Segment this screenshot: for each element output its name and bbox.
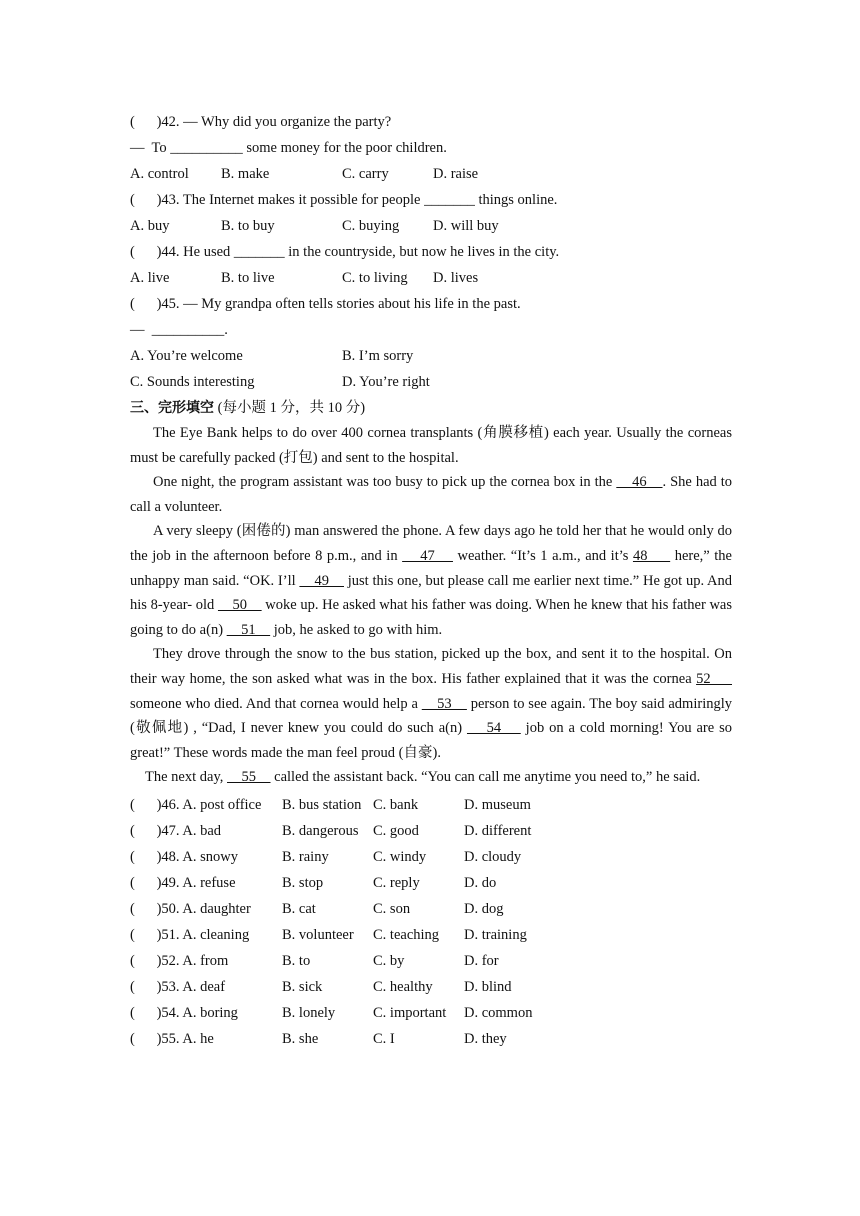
option-c: C. teaching xyxy=(373,926,440,943)
option-a: A. You’re welcome xyxy=(130,348,243,364)
blank-49: 49 xyxy=(299,572,344,589)
text: just this one, but please call me earlier next time.” He got up. And his 8-year- old xyxy=(130,572,733,614)
text: job on a cold morning! You are so great!” These words made the man feel proud (自豪). xyxy=(130,720,732,761)
cloze-item-52 xyxy=(130,948,732,974)
option-c: C. I xyxy=(373,1030,395,1047)
cloze-item-55 xyxy=(130,1026,732,1052)
question-42-options xyxy=(130,161,732,187)
option-d: D. museum xyxy=(464,796,531,813)
blank-47: 47 xyxy=(402,547,453,564)
text: They drove through the snow to the bus station, picked up the box, and sent it to the hospital. On their way home, the son asked what was in the box. His father explained that it was the cornea xyxy=(130,646,732,687)
section-title: 三、完形填空 xyxy=(130,400,214,416)
cloze-question: ( )53. A. deaf xyxy=(130,978,226,995)
text: A very sleepy (困倦的) man answered the phone. A few days ago he told her that he would only do the job in the afternoon before 8 p.m., and in xyxy=(130,523,732,564)
option-c: C. by xyxy=(373,952,405,969)
blank-54: 54 xyxy=(466,720,521,737)
option-c: C. carry xyxy=(342,166,389,182)
question-45-stem: ( )45. — My grandpa often tells stories about his life in the past. xyxy=(130,296,521,312)
cloze-item-53 xyxy=(130,974,732,1000)
option-d: D. do xyxy=(464,874,497,891)
cloze-question: ( )46. A. post office xyxy=(130,796,262,813)
option-b: B. dangerous xyxy=(282,822,359,839)
text: person to see again. The boy said admiringly (敬佩地) , “Dad, I never knew you could do such a(n) xyxy=(130,695,733,737)
option-a: A. control xyxy=(130,166,189,182)
cloze-question: ( )51. A. cleaning xyxy=(130,926,250,943)
option-c: C. important xyxy=(373,1004,447,1021)
question-42-stem: ( )42. — Why did you organize the party? xyxy=(130,114,392,130)
question-45-answer-line: — __________. xyxy=(130,322,228,338)
option-b: B. rainy xyxy=(282,848,329,865)
cloze-item-50 xyxy=(130,896,732,922)
blank-51: 51 xyxy=(226,621,271,638)
option-b: B. bus station xyxy=(282,796,362,813)
text: job, he asked to go with him. xyxy=(270,621,443,638)
question-42-answer-line: — To __________ some money for the poor children. xyxy=(130,140,447,156)
option-b: B. stop xyxy=(282,874,324,891)
cloze-question: ( )47. A. bad xyxy=(130,822,222,839)
option-a: A. live xyxy=(130,270,170,286)
option-c: C. windy xyxy=(373,848,427,865)
cloze-question: ( )48. A. snowy xyxy=(130,848,238,865)
cloze-item-47 xyxy=(130,818,732,844)
option-b: B. volunteer xyxy=(282,926,354,943)
passage-paragraph-1: The Eye Bank helps to do over 400 cornea transplants (角膜移植) each year. Usually the corneas must be carefully packed (打包) and sent to the hospital. xyxy=(130,425,732,466)
question-45-options-row2 xyxy=(130,369,732,395)
blank-52: 52 xyxy=(696,670,732,687)
option-b: B. I’m sorry xyxy=(342,348,414,364)
cloze-item-51 xyxy=(130,922,732,948)
text: called the assistant back. “You can call me anytime you need to,” he said. xyxy=(270,769,701,786)
option-b: B. to buy xyxy=(221,218,275,234)
option-d: D. common xyxy=(464,1004,533,1021)
cloze-question: ( )50. A. daughter xyxy=(130,900,251,917)
blank-50: 50 xyxy=(217,597,262,614)
cloze-passage xyxy=(130,421,732,790)
text: weather. “It’s 1 a.m., and it’s xyxy=(452,547,633,564)
passage-paragraph-5 xyxy=(130,765,732,790)
question-43-stem: ( )43. The Internet makes it possible for people _______ things online. xyxy=(130,192,558,208)
option-d: D. for xyxy=(464,952,499,969)
cloze-question: ( )49. A. refuse xyxy=(130,874,236,891)
cloze-options xyxy=(130,792,732,1052)
passage-paragraph-3 xyxy=(130,519,732,642)
option-c: C. Sounds interesting xyxy=(130,374,255,390)
option-d: D. blind xyxy=(464,978,512,995)
text: The next day, xyxy=(145,769,228,786)
blank-53: 53 xyxy=(421,695,467,712)
option-c: C. to living xyxy=(342,270,408,286)
text: here,” the unhappy man said. “OK. I’ll xyxy=(130,547,732,589)
option-b: B. sick xyxy=(282,978,323,995)
option-c: C. bank xyxy=(373,796,419,813)
cloze-question: ( )52. A. from xyxy=(130,952,229,969)
option-b: B. to xyxy=(282,952,311,969)
text: One night, the program assistant was too busy to pick up the cornea box in the xyxy=(153,474,617,491)
option-b: B. make xyxy=(221,166,270,182)
option-c: C. reply xyxy=(373,874,420,891)
section-score: (每小题 1 分，共 10 分) xyxy=(214,400,366,416)
passage-paragraph-2 xyxy=(130,470,732,519)
option-c: C. son xyxy=(373,900,411,917)
option-b: B. cat xyxy=(282,900,316,917)
option-b: B. lonely xyxy=(282,1004,336,1021)
exam-page xyxy=(130,109,732,1052)
option-d: D. training xyxy=(464,926,527,943)
option-d: D. lives xyxy=(433,270,479,286)
option-d: D. dog xyxy=(464,900,504,917)
option-d: D. You’re right xyxy=(342,374,430,390)
option-d: D. cloudy xyxy=(464,848,522,865)
text: someone who died. And that cornea would help a xyxy=(130,695,422,712)
blank-46: 46 xyxy=(616,474,663,491)
question-44-options xyxy=(130,265,732,291)
cloze-question: ( )54. A. boring xyxy=(130,1004,238,1021)
option-d: D. raise xyxy=(433,166,479,182)
option-c: C. buying xyxy=(342,218,400,234)
cloze-item-48 xyxy=(130,844,732,870)
blank-55: 55 xyxy=(227,769,271,786)
option-b: B. to live xyxy=(221,270,275,286)
option-c: C. good xyxy=(373,822,419,839)
cloze-item-54 xyxy=(130,1000,732,1026)
option-d: D. they xyxy=(464,1030,507,1047)
question-45-options-row1 xyxy=(130,343,732,369)
section-heading xyxy=(130,395,732,421)
option-d: D. different xyxy=(464,822,532,839)
cloze-item-49 xyxy=(130,870,732,896)
blank-48: 48 xyxy=(632,547,671,564)
option-d: D. will buy xyxy=(433,218,499,234)
question-43-options xyxy=(130,213,732,239)
option-c: C. healthy xyxy=(373,978,433,995)
text: . She had to call a volunteer. xyxy=(130,474,732,515)
option-b: B. she xyxy=(282,1030,319,1047)
passage-paragraph-4 xyxy=(130,642,732,765)
text: woke up. He asked what his father was doing. When he knew that his father was going to do a(n) xyxy=(130,597,732,638)
cloze-item-46 xyxy=(130,792,732,818)
cloze-question: ( )55. A. he xyxy=(130,1030,214,1047)
question-44-stem: ( )44. He used _______ in the countryside, but now he lives in the city. xyxy=(130,244,560,260)
option-a: A. buy xyxy=(130,218,170,234)
